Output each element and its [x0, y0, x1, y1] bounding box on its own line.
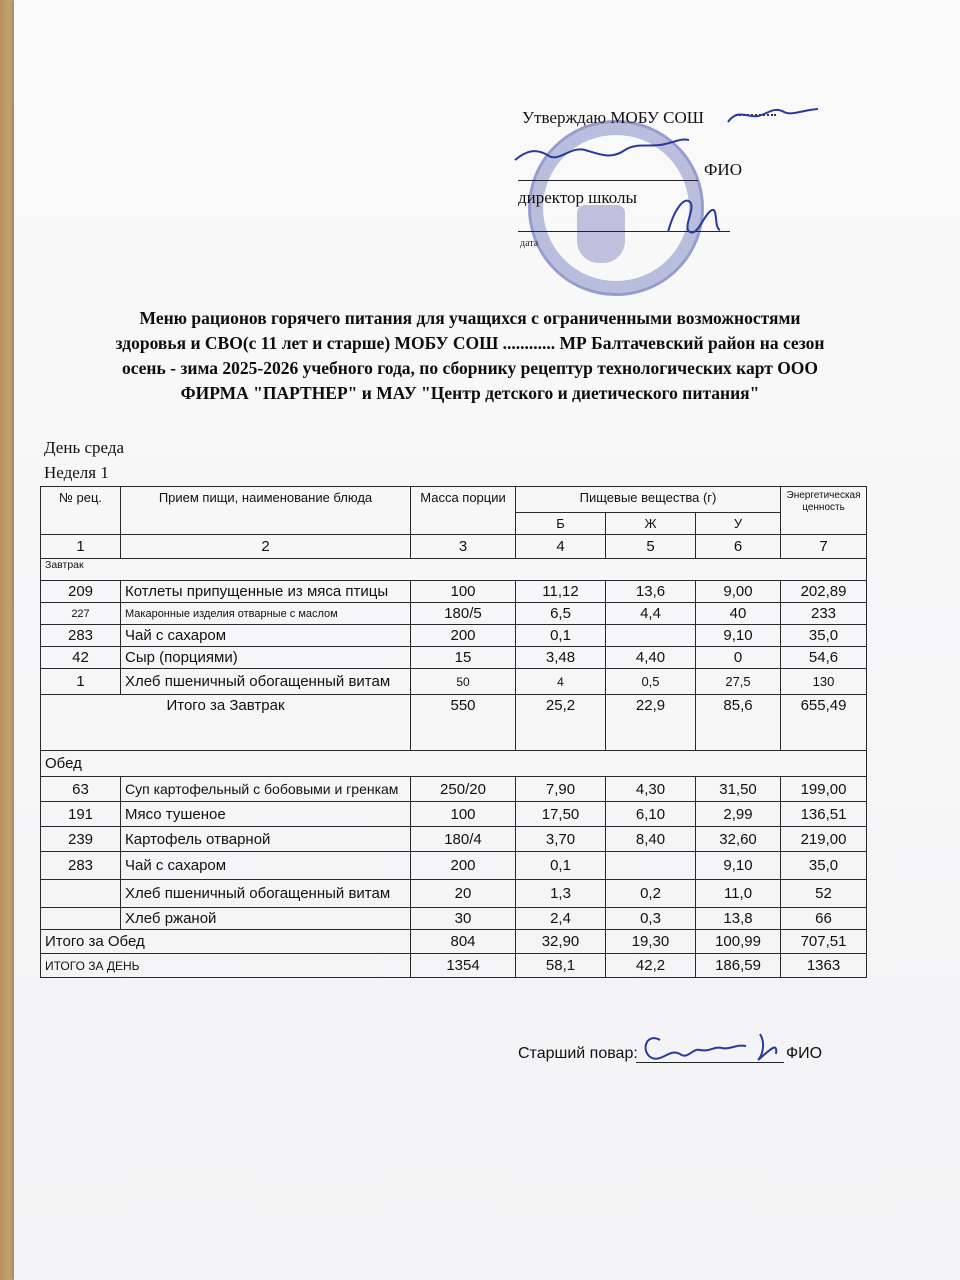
dish-name: Чай с сахаром: [121, 625, 411, 647]
mass: 20: [411, 880, 516, 908]
total-protein: 32,90: [516, 930, 606, 954]
total-protein: 25,2: [516, 695, 606, 751]
carbs: 27,5: [696, 669, 781, 695]
carbs: 2,99: [696, 802, 781, 827]
header-energy: Энергетическая ценность: [781, 487, 867, 535]
protein: 2,4: [516, 908, 606, 930]
rec-number: 42: [41, 647, 121, 669]
rec-number: 209: [41, 581, 121, 603]
protein: 3,48: [516, 647, 606, 669]
fat: 0,2: [606, 880, 696, 908]
mass: 100: [411, 581, 516, 603]
rec-number: 283: [41, 625, 121, 647]
mass: 200: [411, 625, 516, 647]
dish-name: Котлеты припущенные из мяса птицы: [121, 581, 411, 603]
col-number: 5: [606, 535, 696, 559]
cook-label: Старший повар:: [518, 1045, 638, 1062]
title-line-1: Меню рационов горячего питания для учащихся с ограниченными возможностями: [139, 308, 801, 328]
header-rec: № рец.: [41, 487, 121, 535]
carbs: 40: [696, 603, 781, 625]
total-mass: 804: [411, 930, 516, 954]
dish-name: Чай с сахаром: [121, 852, 411, 880]
fat: 4,40: [606, 647, 696, 669]
dish-name: Сыр (порциями): [121, 647, 411, 669]
carbs: 32,60: [696, 827, 781, 852]
energy: 219,00: [781, 827, 867, 852]
breakfast-label: Завтрак: [41, 559, 867, 581]
protein: 1,3: [516, 880, 606, 908]
director-label: директор школы: [518, 188, 637, 207]
carbs: 9,10: [696, 852, 781, 880]
carbs: 13,8: [696, 908, 781, 930]
mass: 180/4: [411, 827, 516, 852]
total-energy: 655,49: [781, 695, 867, 751]
header-mass: Масса порции: [411, 487, 516, 535]
total-fat: 22,9: [606, 695, 696, 751]
dish-name: Хлеб пшеничный обогащенный витам: [121, 880, 411, 908]
total-carbs: 100,99: [696, 930, 781, 954]
fat: 6,10: [606, 802, 696, 827]
fat: 4,4: [606, 603, 696, 625]
energy: 52: [781, 880, 867, 908]
energy: 54,6: [781, 647, 867, 669]
rec-number: 63: [41, 777, 121, 802]
lunch-total-label: Итого за Обед: [41, 930, 411, 954]
total-carbs: 85,6: [696, 695, 781, 751]
col-number: 7: [781, 535, 867, 559]
total-energy: 707,51: [781, 930, 867, 954]
dish-name: Мясо тушеное: [121, 802, 411, 827]
fat: 8,40: [606, 827, 696, 852]
carbs: 9,00: [696, 581, 781, 603]
header-u: У: [696, 513, 781, 535]
protein: 7,90: [516, 777, 606, 802]
header-zh: Ж: [606, 513, 696, 535]
approve-text: Утверждаю МОБУ СОШ: [522, 108, 704, 127]
col-number: 3: [411, 535, 516, 559]
title-line-2: здоровья и СВО(с 11 лет и старше) МОБУ СОШ ............ МР Балтачевский район на сезон: [115, 333, 825, 353]
total-mass: 1354: [411, 954, 516, 978]
title-line-4: ФИРМА "ПАРТНЕР" и МАУ "Центр детского и диетического питания": [180, 383, 760, 403]
protein: 0,1: [516, 852, 606, 880]
total-carbs: 186,59: [696, 954, 781, 978]
rec-number: 1: [41, 669, 121, 695]
rec-number: 191: [41, 802, 121, 827]
total-fat: 19,30: [606, 930, 696, 954]
protein: 6,5: [516, 603, 606, 625]
dish-name: Хлеб пшеничный обогащенный витам: [121, 669, 411, 695]
energy: 199,00: [781, 777, 867, 802]
rec-number: 283: [41, 852, 121, 880]
cook-fio-label: ФИО: [786, 1045, 823, 1062]
energy: 202,89: [781, 581, 867, 603]
protein: 0,1: [516, 625, 606, 647]
energy: 233: [781, 603, 867, 625]
mass: 250/20: [411, 777, 516, 802]
protein: 17,50: [516, 802, 606, 827]
mass: 50: [411, 669, 516, 695]
fat: 13,6: [606, 581, 696, 603]
mass: 180/5: [411, 603, 516, 625]
day-label: День среда: [44, 438, 125, 457]
protein: 4: [516, 669, 606, 695]
director-fio-label: ФИО: [704, 160, 742, 179]
carbs: 11,0: [696, 880, 781, 908]
carbs: 31,50: [696, 777, 781, 802]
col-number: 4: [516, 535, 606, 559]
week-label: Неделя 1: [44, 463, 109, 482]
header-meal: Прием пищи, наименование блюда: [121, 487, 411, 535]
day-total-label: ИТОГО ЗА ДЕНЬ: [41, 954, 411, 978]
fat: 0,5: [606, 669, 696, 695]
date-label: дата: [520, 238, 539, 249]
energy: 130: [781, 669, 867, 695]
energy: 66: [781, 908, 867, 930]
total-mass: 550: [411, 695, 516, 751]
fat: 0,3: [606, 908, 696, 930]
total-energy: 1363: [781, 954, 867, 978]
energy: 136,51: [781, 802, 867, 827]
title-line-3: осень - зима 2025-2026 учебного года, по сборнику рецептур технологических карт ООО: [121, 358, 819, 378]
header-nutrients: Пищевые вещества (г): [516, 487, 781, 513]
rec-number: 227: [41, 603, 121, 625]
dish-name: Хлеб ржаной: [121, 908, 411, 930]
dish-name: Макаронные изделия отварные с маслом: [121, 603, 411, 625]
dish-name: Суп картофельный с бобовыми и гренкам: [121, 777, 411, 802]
mass: 100: [411, 802, 516, 827]
mass: 200: [411, 852, 516, 880]
breakfast-total-label: Итого за Завтрак: [41, 695, 411, 751]
header-b: Б: [516, 513, 606, 535]
carbs: 0: [696, 647, 781, 669]
protein: 3,70: [516, 827, 606, 852]
col-number: 2: [121, 535, 411, 559]
mass: 15: [411, 647, 516, 669]
mass: 30: [411, 908, 516, 930]
col-number: 6: [696, 535, 781, 559]
lunch-label: Обед: [41, 751, 867, 777]
energy: 35,0: [781, 625, 867, 647]
energy: 35,0: [781, 852, 867, 880]
col-number: 1: [41, 535, 121, 559]
dish-name: Картофель отварной: [121, 827, 411, 852]
protein: 11,12: [516, 581, 606, 603]
total-fat: 42,2: [606, 954, 696, 978]
rec-number: 239: [41, 827, 121, 852]
fat: 4,30: [606, 777, 696, 802]
total-protein: 58,1: [516, 954, 606, 978]
carbs: 9,10: [696, 625, 781, 647]
